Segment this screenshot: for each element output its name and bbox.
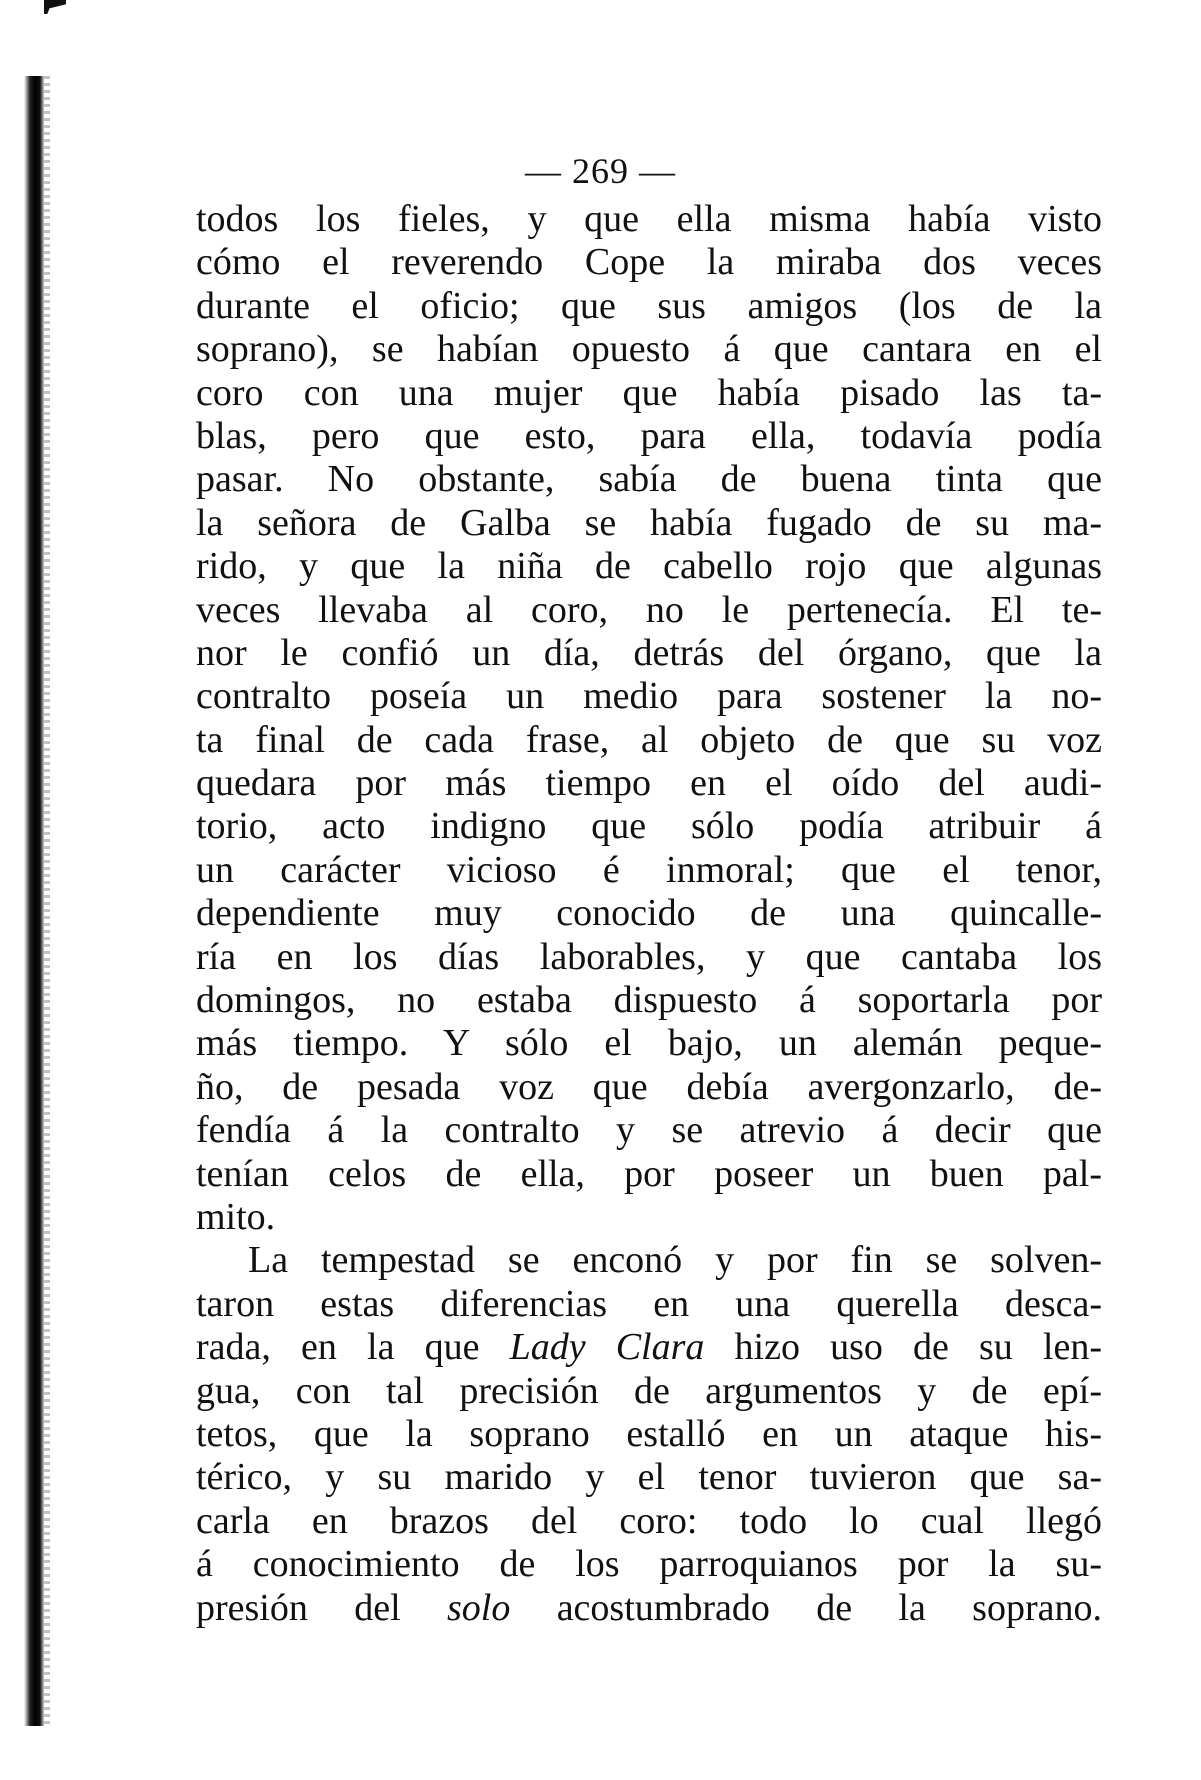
text-line: dependiente muy conocido de una quincalle- xyxy=(196,892,1102,935)
text-line: torio, acto indigno que sólo podía atribuir á xyxy=(196,805,1102,848)
text-line: durante el oficio; que sus amigos (los de la xyxy=(196,284,1102,327)
text-line: un carácter vicioso é inmoral; que el tenor, xyxy=(196,848,1102,891)
text-line xyxy=(196,1587,1102,1630)
text-line: tetos, que la soprano estalló en un ataque his- xyxy=(196,1412,1102,1455)
text-line: contralto poseía un medio para sostener la no- xyxy=(196,675,1102,718)
scan-corner-mark xyxy=(44,0,66,14)
paragraph-2 xyxy=(196,1239,1102,1630)
text-span: rada, en la que xyxy=(196,1326,510,1369)
italic-word: solo xyxy=(446,1586,511,1629)
text-line: tenían celos de ella, por poseer un buen pal- xyxy=(196,1152,1102,1195)
text-line: gua, con tal precisión de argumentos y de epí- xyxy=(196,1369,1102,1412)
text-line: La tempestad se enconó y por fin se solven- xyxy=(248,1239,1102,1282)
text-line: ría en los días laborables, y que cantaba los xyxy=(196,935,1102,978)
text-line: ta final de cada frase, al objeto de que su voz xyxy=(196,718,1102,761)
book-spine-shadow xyxy=(24,76,44,1726)
body-text xyxy=(196,198,1102,1630)
text-line: fendía á la contralto y se atrevio á decir que xyxy=(196,1109,1102,1152)
text-line: soprano), se habían opuesto á que cantara en el xyxy=(196,328,1102,371)
text-line: coro con una mujer que había pisado las ta- xyxy=(196,371,1102,414)
text-line: la señora de Galba se había fugado de su ma- xyxy=(196,501,1102,544)
text-line: mito. xyxy=(196,1195,276,1238)
text-line xyxy=(196,1326,1102,1369)
text-span: hizo uso de su len- xyxy=(704,1326,1102,1369)
page-number: — 269 — xyxy=(525,151,676,191)
text-line: carla en brazos del coro: todo lo cual llegó xyxy=(196,1499,1102,1542)
text-span: presión del xyxy=(196,1586,447,1629)
text-span: acostumbrado de la soprano. xyxy=(510,1586,1102,1629)
text-line: quedara por más tiempo en el oído del audi- xyxy=(196,762,1102,805)
paragraph-1 xyxy=(196,198,1102,1239)
text-line: térico, y su marido y el tenor tuvieron que sa- xyxy=(196,1456,1102,1499)
text-line: blas, pero que esto, para ella, todavía podía xyxy=(196,414,1102,457)
text-line: á conocimiento de los parroquianos por la su- xyxy=(196,1543,1102,1586)
text-line: nor le confió un día, detrás del órgano, que la xyxy=(196,631,1102,674)
text-line: ño, de pesada voz que debía avergonzarlo, de- xyxy=(196,1065,1102,1108)
text-line: domingos, no estaba dispuesto á soportarla por xyxy=(196,979,1102,1022)
text-line: taron estas diferencias en una querella desca- xyxy=(196,1282,1102,1325)
text-line: más tiempo. Y sólo el bajo, un alemán peque- xyxy=(196,1022,1102,1065)
italic-name: Lady Clara xyxy=(509,1326,705,1369)
text-line: pasar. No obstante, sabía de buena tinta que xyxy=(196,458,1102,501)
text-line: todos los fieles, y que ella misma había visto xyxy=(196,198,1102,240)
text-line: cómo el reverendo Cope la miraba dos veces xyxy=(196,241,1102,284)
text-line: veces llevaba al coro, no le pertenecía. El te- xyxy=(196,588,1102,631)
text-line: rido, y que la niña de cabello rojo que algunas xyxy=(196,545,1102,588)
book-spine-edge xyxy=(44,76,50,1726)
